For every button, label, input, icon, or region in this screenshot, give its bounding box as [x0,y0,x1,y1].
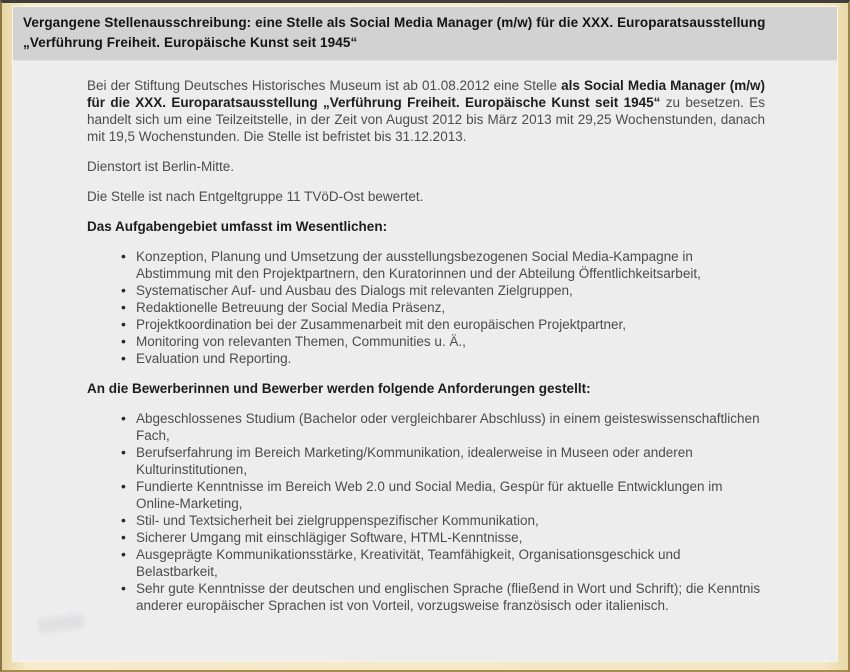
list-item: • Projektkoordination bei der Zusammenarbeit mit den europäischen Projektpartner, [136,316,765,333]
list-item: • Konzeption, Planung und Umsetzung der ausstellungsbezogenen Social Media-Kampagne in Abstimmung mit den Projektpartnern, den Kuratorinnen und der Abteilung Öffentlichkeitsarbeit, [136,248,765,282]
content-area [13,7,837,661]
list-item: • Abgeschlossenes Studium (Bachelor oder vergleichbarer Abschluss) in einem geisteswissenschaftlichen Fach, [136,410,765,444]
text-segment: Bei der Stiftung Deutsches Historisches Museum ist ab 01.08.2012 eine Stelle [87,78,562,93]
requirements-list [87,410,765,614]
title-bar [13,7,837,61]
document-body [13,61,837,661]
list-item: • Berufserfahrung im Bereich Marketing/Kommunikation, idealerweise in Museen oder anderen Kulturinstitutionen, [136,444,765,478]
text-segment: zu besetzen. Es handelt sich um eine Teilzeitstelle, in der Zeit von August 2012 bis März 2013 mit 29,25 Wochenstunden, danach mit 19,5 Wochenstunden. Die Stelle ist befristet bis 31.12.2013. [87,95,765,144]
list-item: • Sehr gute Kenntnisse der deutschen und englischen Sprache (fließend in Wort und Schrift); die Kenntnis anderer europäischer Sprachen ist von Vorteil, vorzugsweise französisch oder italienisch. [136,580,765,614]
list-item: • Stil- und Textsicherheit bei zielgruppenspezifischer Kommunikation, [136,512,765,529]
tasks-heading: Das Aufgabengebiet umfasst im Wesentlichen: [87,219,388,234]
job-posting-title: Vergangene Stellenausschreibung: eine Stelle als Social Media Manager (m/w) für die XXX. Europaratsausstellung „Verführung Freiheit. Europäische Kunst seit 1945“ [23,15,766,50]
list-item: • Evaluation und Reporting. [136,350,765,367]
intro-paragraph [87,77,765,145]
salary-line: Die Stelle ist nach Entgeltgruppe 11 TVöD-Ost bewertet. [87,189,424,204]
text-segment: als Social Media Manager (m/w) für die XXX. Europaratsausstellung „Verführung Freiheit. Europäische Kunst seit 1945“ [87,78,765,110]
list-item: • Monitoring von relevanten Themen, Communities u. Ä., [136,333,765,350]
list-item: • Redaktionelle Betreuung der Social Media Präsenz, [136,299,765,316]
list-item: • Fundierte Kenntnisse im Bereich Web 2.0 und Social Media, Gespür für aktuelle Entwicklungen im Online-Marketing, [136,478,765,512]
location-line: Dienstort ist Berlin-Mitte. [87,159,235,174]
requirements-heading: An die Bewerberinnen und Bewerber werden folgende Anforderungen gestellt: [87,381,591,396]
list-item: • Systematischer Auf- und Ausbau des Dialogs mit relevanten Zielgruppen, [136,282,765,299]
list-item: • Ausgeprägte Kommunikationsstärke, Kreativität, Teamfähigkeit, Organisationsgeschick und Belastbarkeit, [136,546,765,580]
list-item: • Sicherer Umgang mit einschlägiger Software, HTML-Kenntnisse, [136,529,765,546]
tasks-list [87,248,765,367]
